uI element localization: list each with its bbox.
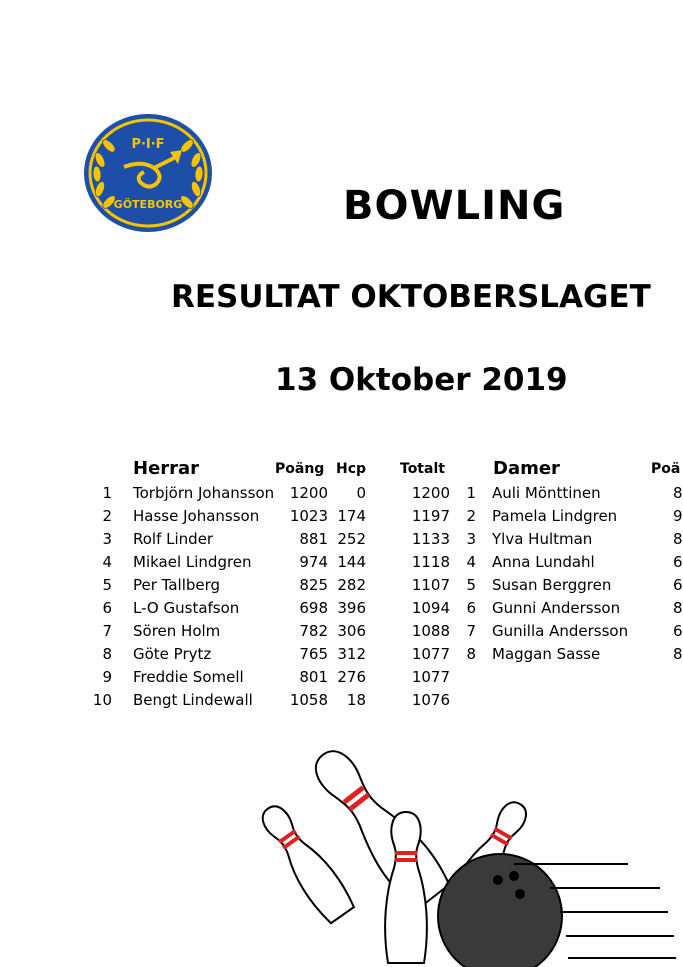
women-name: Gunni Andersson <box>492 599 621 617</box>
logo-top-text: P·I·F <box>131 137 165 152</box>
men-total: 1088 <box>411 622 450 640</box>
women-name: Gunilla Andersson <box>492 622 629 640</box>
men-total: 1118 <box>411 553 450 571</box>
men-total: 1077 <box>411 645 450 663</box>
page-title: BOWLING <box>343 183 566 229</box>
men-hcp: 252 <box>337 530 366 548</box>
men-total: 1197 <box>411 507 450 525</box>
men-points: 698 <box>299 599 328 617</box>
men-rank: 1 <box>102 484 112 502</box>
women-points: 8 <box>673 484 683 502</box>
men-total: 1076 <box>411 691 450 709</box>
women-name: Auli Mönttinen <box>492 484 601 502</box>
women-name: Susan Berggren <box>492 576 612 594</box>
men-name: Göte Prytz <box>133 645 212 663</box>
men-points: 1200 <box>289 484 328 502</box>
pif-goteborg-logo <box>82 112 214 234</box>
men-total: 1133 <box>411 530 450 548</box>
men-hcp-header: Hcp <box>336 461 367 477</box>
logo-bottom-text: GÖTEBORG <box>113 198 183 211</box>
men-hcp: 18 <box>346 691 366 709</box>
men-total: 1094 <box>411 599 450 617</box>
women-heading: Damer <box>493 458 560 479</box>
women-rank: 8 <box>466 645 476 663</box>
men-points: 1058 <box>289 691 328 709</box>
women-rank: 3 <box>466 530 476 548</box>
men-total-header: Totalt <box>400 461 445 477</box>
men-name: Rolf Linder <box>133 530 214 548</box>
women-points: 8 <box>673 645 683 663</box>
men-rank: 2 <box>102 507 112 525</box>
women-rank: 2 <box>466 507 476 525</box>
table-row <box>0 553 683 576</box>
men-rank: 10 <box>92 691 112 709</box>
women-rank: 5 <box>466 576 476 594</box>
men-hcp: 276 <box>337 668 366 686</box>
men-points: 782 <box>299 622 328 640</box>
men-rank: 7 <box>102 622 112 640</box>
table-row <box>0 484 683 507</box>
men-rank: 8 <box>102 645 112 663</box>
bowling-pins-and-ball-icon <box>268 736 680 963</box>
women-points: 6 <box>673 622 683 640</box>
event-date: 13 Oktober 2019 <box>275 362 568 398</box>
men-hcp: 0 <box>356 484 366 502</box>
table-row <box>0 530 683 553</box>
men-total: 1107 <box>411 576 450 594</box>
women-rank: 4 <box>466 553 476 571</box>
men-name: Torbjörn Johansson <box>133 484 275 502</box>
women-rank: 1 <box>466 484 476 502</box>
men-name: L-O Gustafson <box>133 599 240 617</box>
women-points: 9 <box>673 507 683 525</box>
men-points: 825 <box>299 576 328 594</box>
table-row <box>0 507 683 530</box>
table-row <box>0 645 683 668</box>
men-name: Freddie Somell <box>133 668 244 686</box>
men-name: Bengt Lindewall <box>133 691 253 709</box>
table-row <box>0 599 683 622</box>
table-row <box>0 622 683 645</box>
women-points: 8 <box>673 530 683 548</box>
men-points: 1023 <box>289 507 328 525</box>
men-name: Hasse Johansson <box>133 507 260 525</box>
men-hcp: 282 <box>337 576 366 594</box>
women-points: 6 <box>673 576 683 594</box>
men-rank: 4 <box>102 553 112 571</box>
women-name: Ylva Hultman <box>492 530 593 548</box>
men-name: Per Tallberg <box>133 576 221 594</box>
men-points: 974 <box>299 553 328 571</box>
women-name: Anna Lundahl <box>492 553 595 571</box>
men-heading: Herrar <box>133 458 200 479</box>
women-points: 6 <box>673 553 683 571</box>
men-name: Mikael Lindgren <box>133 553 252 571</box>
men-rank: 6 <box>102 599 112 617</box>
men-hcp: 174 <box>337 507 366 525</box>
men-hcp: 306 <box>337 622 366 640</box>
men-points-header: Poäng <box>275 461 325 477</box>
men-total: 1200 <box>411 484 450 502</box>
men-total: 1077 <box>411 668 450 686</box>
men-hcp: 396 <box>337 599 366 617</box>
men-points: 801 <box>299 668 328 686</box>
men-name: Sören Holm <box>133 622 221 640</box>
women-name: Maggan Sasse <box>492 645 601 663</box>
men-rank: 3 <box>102 530 112 548</box>
men-points: 765 <box>299 645 328 663</box>
event-title: RESULTAT OKTOBERSLAGET <box>171 279 651 315</box>
women-points-header: Poä <box>651 461 681 477</box>
men-rank: 5 <box>102 576 112 594</box>
men-rank: 9 <box>102 668 112 686</box>
women-name: Pamela Lindgren <box>492 507 618 525</box>
table-row <box>0 691 680 714</box>
men-hcp: 312 <box>337 645 366 663</box>
women-rank: 6 <box>466 599 476 617</box>
table-row <box>0 576 683 599</box>
women-rank: 7 <box>466 622 476 640</box>
women-points: 8 <box>673 599 683 617</box>
men-hcp: 144 <box>337 553 366 571</box>
men-points: 881 <box>299 530 328 548</box>
table-row <box>0 668 680 691</box>
